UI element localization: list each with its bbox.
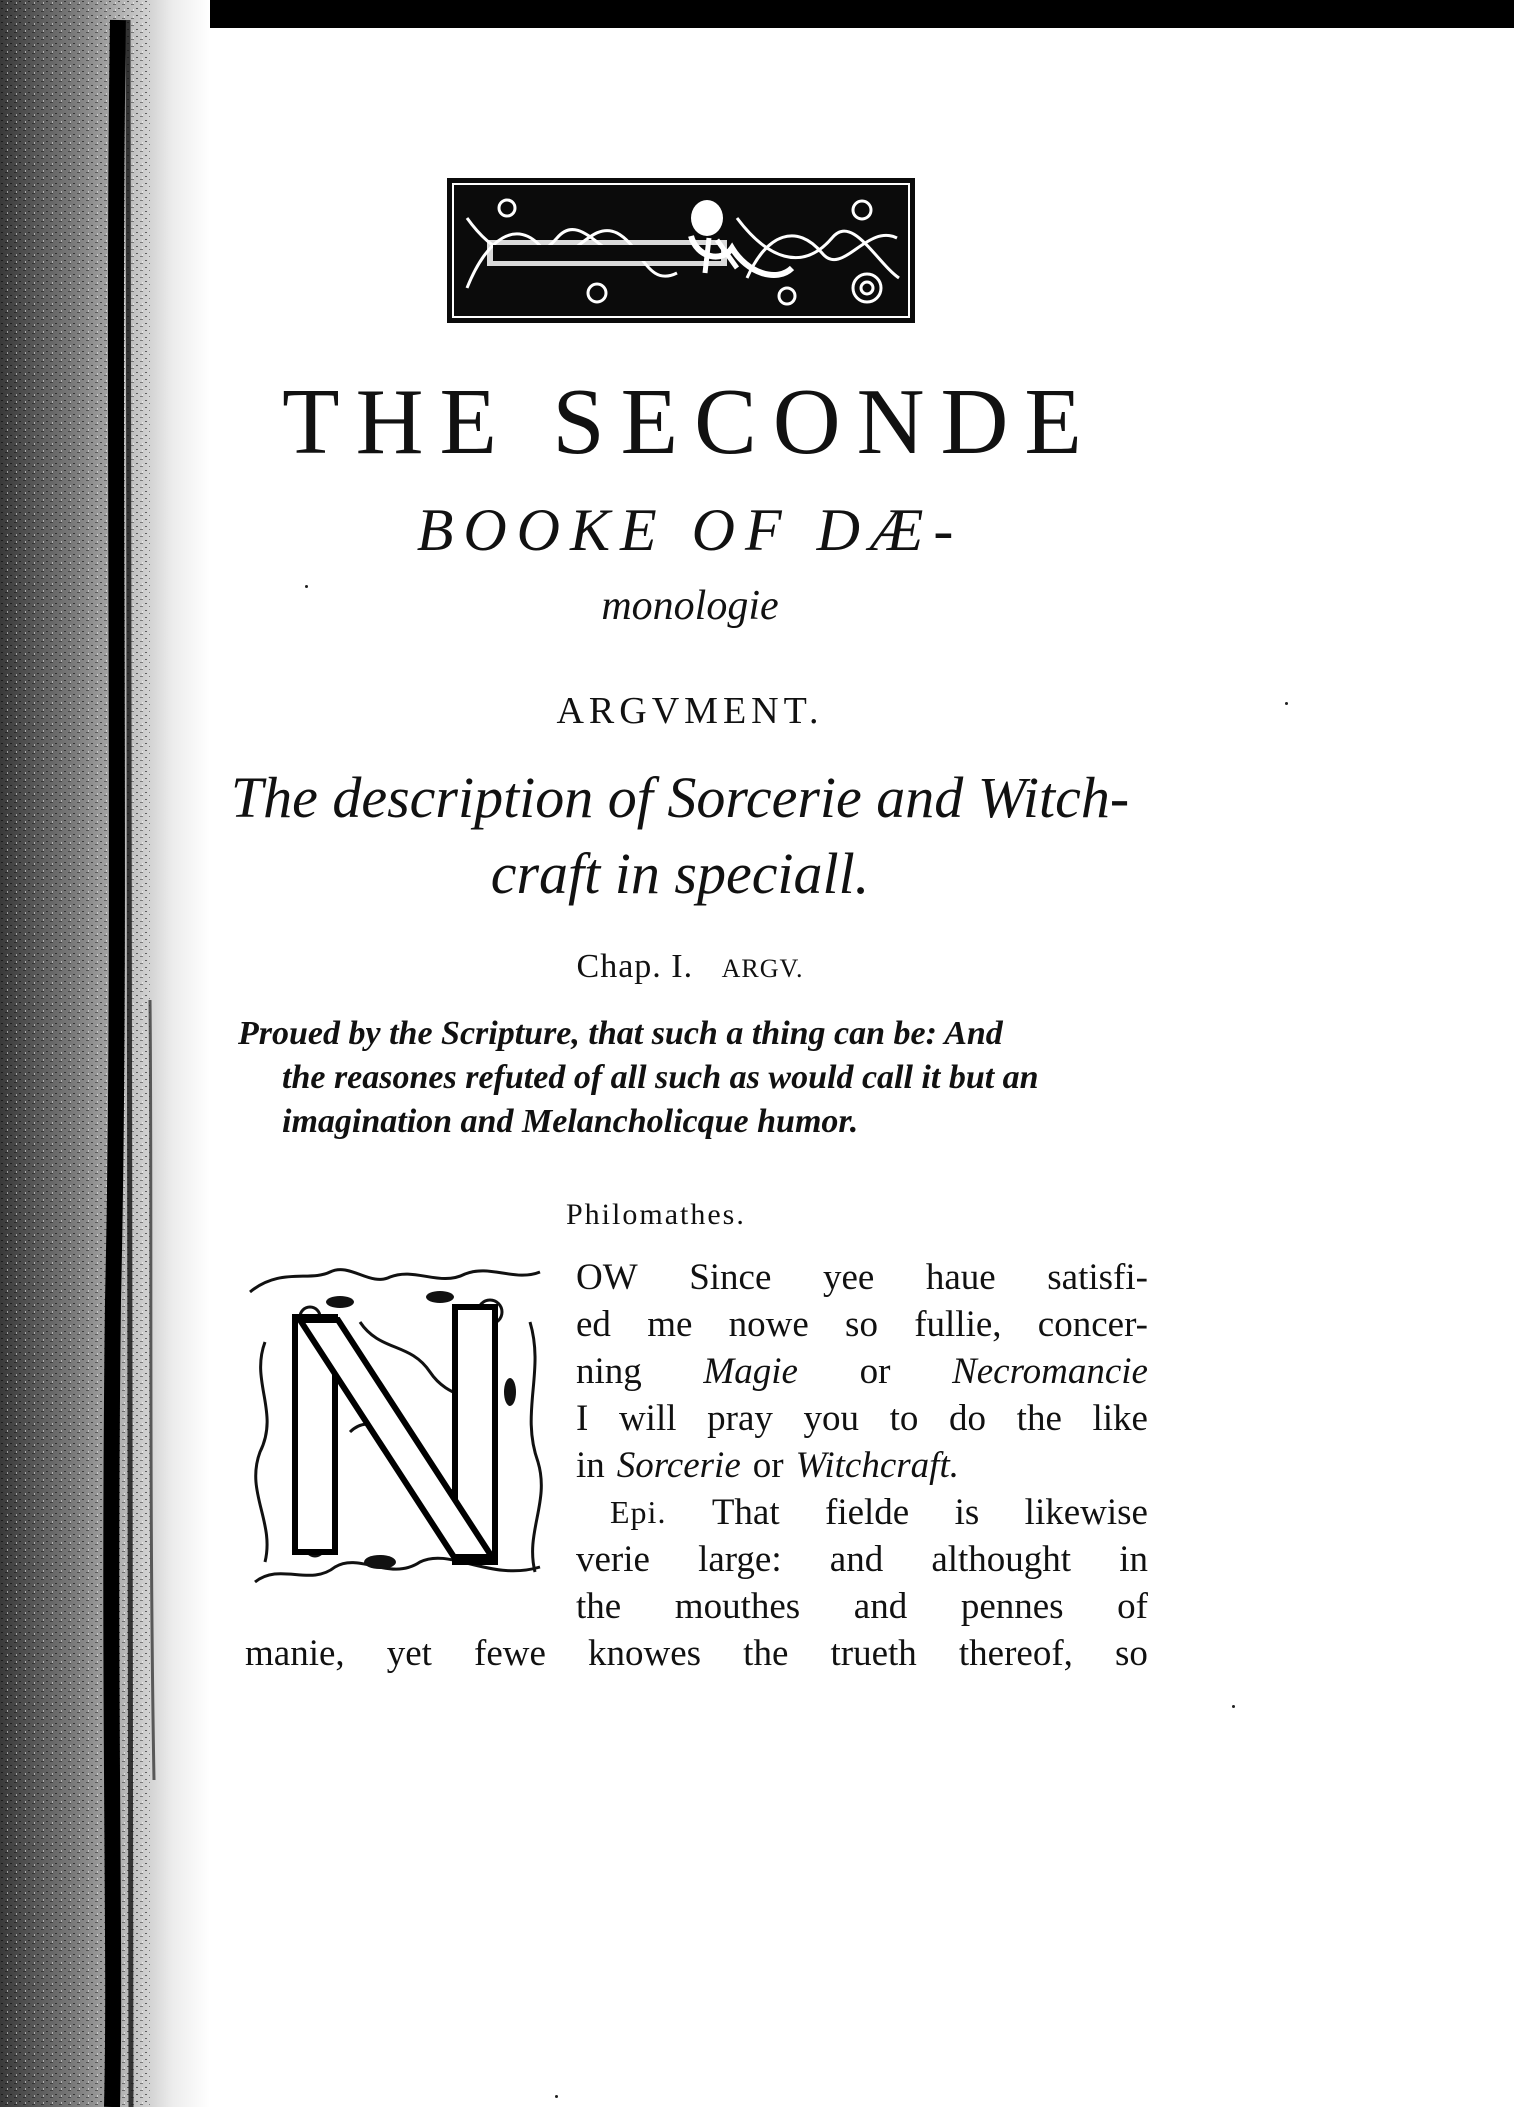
scan-speck [305, 585, 308, 588]
argument-line: craft in speciall. [490, 841, 870, 906]
argument-heading: ARGVMENT. [556, 690, 824, 732]
book-subtitle-continued: monologie [601, 583, 779, 629]
text-line: the mouthes and pennes of [576, 1586, 1148, 1627]
scan-speck [1285, 702, 1288, 705]
dialogue-body [576, 1254, 1148, 1630]
scan-gutter-shadow [0, 0, 210, 2107]
text-line-full-width: manie, yet fewe knowes the trueth thereof, so [245, 1633, 1148, 1674]
text-line: in Sorcerie or Witchcraft. [576, 1445, 959, 1486]
book-subtitle: BOOKE OF DÆ- [416, 497, 964, 563]
chapter-argument-line: the reasones refuted of all such as would call it but an [282, 1059, 1039, 1096]
argument-line: The description of Sorcerie and Witch- [230, 765, 1130, 830]
text-line: OW Since yee haue satisfi- [576, 1257, 1148, 1298]
text-line: I will pray you to do the like [576, 1398, 1148, 1439]
text-line: ning Magie or Necromancie [576, 1351, 1148, 1392]
text-line: ed me nowe so fullie, concer- [576, 1304, 1148, 1345]
argument-text [200, 760, 1160, 912]
scan-speck [555, 2095, 558, 2098]
ornamental-headpiece [447, 178, 915, 323]
scan-speck [1232, 1705, 1235, 1708]
decorated-initial [240, 1262, 555, 1597]
chapter-number: Chap. I. [576, 948, 694, 985]
book-title: THE SECONDE [282, 370, 1098, 474]
text-line: Epi. That fielde is likewise [576, 1489, 1148, 1536]
speaker-name: Philomathes. [566, 1198, 746, 1231]
text-line: verie large: and althought in [576, 1539, 1148, 1580]
chapter-argument-line: Proued by the Scripture, that such a thing can be: And [238, 1015, 1003, 1052]
speaker-abbreviation: Epi. [610, 1494, 667, 1530]
chapter-argument-label: ARGV. [721, 954, 804, 983]
chapter-heading [220, 950, 1160, 984]
chapter-argument-line: imagination and Melancholicque humor. [282, 1103, 859, 1140]
chapter-argument [238, 1012, 1158, 1144]
page-top-band [0, 0, 1514, 28]
